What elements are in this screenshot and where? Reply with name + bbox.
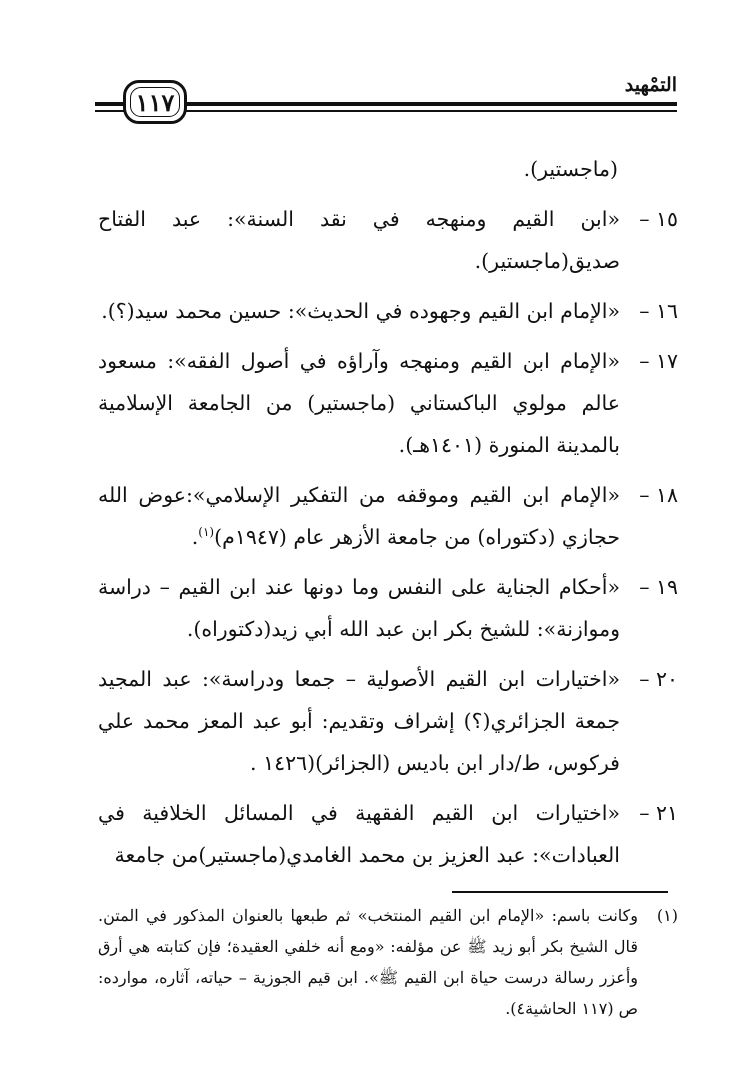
footnote-text: وكانت باسم: «الإمام ابن القيم المنتخب» ثم طبعها بالعنوان المذكور في المتن. قال الشيخ بكر أبو زيد ﷺ عن مؤلفه: «ومع أنه خلفي العقيدة؛ فإن كتابته هي أرق وأعزر رسالة درست حياة ابن القيم ﷺ». ابن قيم الجوزية – حياته، آثاره، موارده: ص (١١٧ الحاشية٤). (98, 906, 638, 1018)
item-text: «أحكام الجناية على النفس وما دونها عند ابن القيم – دراسة وموازنة»: للشيخ بكر ابن عبد الله أبي زيد(دكتوراه). (98, 575, 620, 641)
item-text: «اختيارات ابن القيم الفقهية في المسائل الخلافية في العبادات»: عبد العزيز بن محمد الغامدي(ماجستير)من جامعة (98, 801, 620, 867)
footnote-marker: (١) (198, 525, 215, 540)
footnote-separator (452, 891, 668, 893)
main-text (98, 148, 678, 884)
footnote-number: (١) (656, 906, 678, 925)
item-text: «ابن القيم ومنهجه في نقد السنة»: عبد الفتاح صديق(ماجستير). (98, 207, 620, 273)
list-item (98, 792, 678, 876)
item-number: ٢١ – (639, 801, 678, 825)
item-number: ١٥ – (639, 207, 678, 231)
list-item (98, 198, 678, 282)
item-text: «الإمام ابن القيم وجهوده في الحديث»: حسين محمد سيد(؟). (101, 299, 620, 323)
item-text: «اختيارات ابن القيم الأصولية – جمعا ودراسة»: عبد المجيد جمعة الجزائري(؟) إشراف وتقديم: أبو عبد المعز محمد علي فركوس، ط/دار ابن باديس (الجزائر)(١٤٢٦ . (98, 667, 620, 775)
item-text: «الإمام ابن القيم ومنهجه وآراؤه في أصول الفقه»: مسعود عالم مولوي الباكستاني (ماجستير) من الجامعة الإسلامية بالمدينة المنورة (١٤٠١هـ). (98, 349, 620, 457)
item-number: ١٨ – (639, 483, 678, 507)
footnote (98, 900, 678, 1024)
item-number: ١٩ – (639, 575, 678, 599)
list-item (98, 566, 678, 650)
running-title: التمْهيد (624, 74, 677, 96)
list-item (98, 658, 678, 784)
item-text-wrap (98, 474, 620, 558)
item-text-tail: . (191, 525, 199, 549)
item-number: ١٧ – (639, 349, 678, 373)
item-number: ٢٠ – (639, 667, 678, 691)
page-header (95, 72, 677, 132)
page-number: ١١٧ (123, 80, 187, 124)
item-text: «الإمام ابن القيم وموقفه من التفكير الإسلامي»:عوض الله حجازي (دكتوراه) من جامعة الأزهر عام (١٩٤٧م) (98, 483, 620, 549)
footnotes (98, 900, 678, 1024)
item-number: ١٦ – (639, 299, 678, 323)
list-item (98, 340, 678, 466)
continuation-line: (ماجستير). (523, 157, 618, 181)
list-item (98, 474, 678, 558)
list-item (98, 290, 678, 332)
